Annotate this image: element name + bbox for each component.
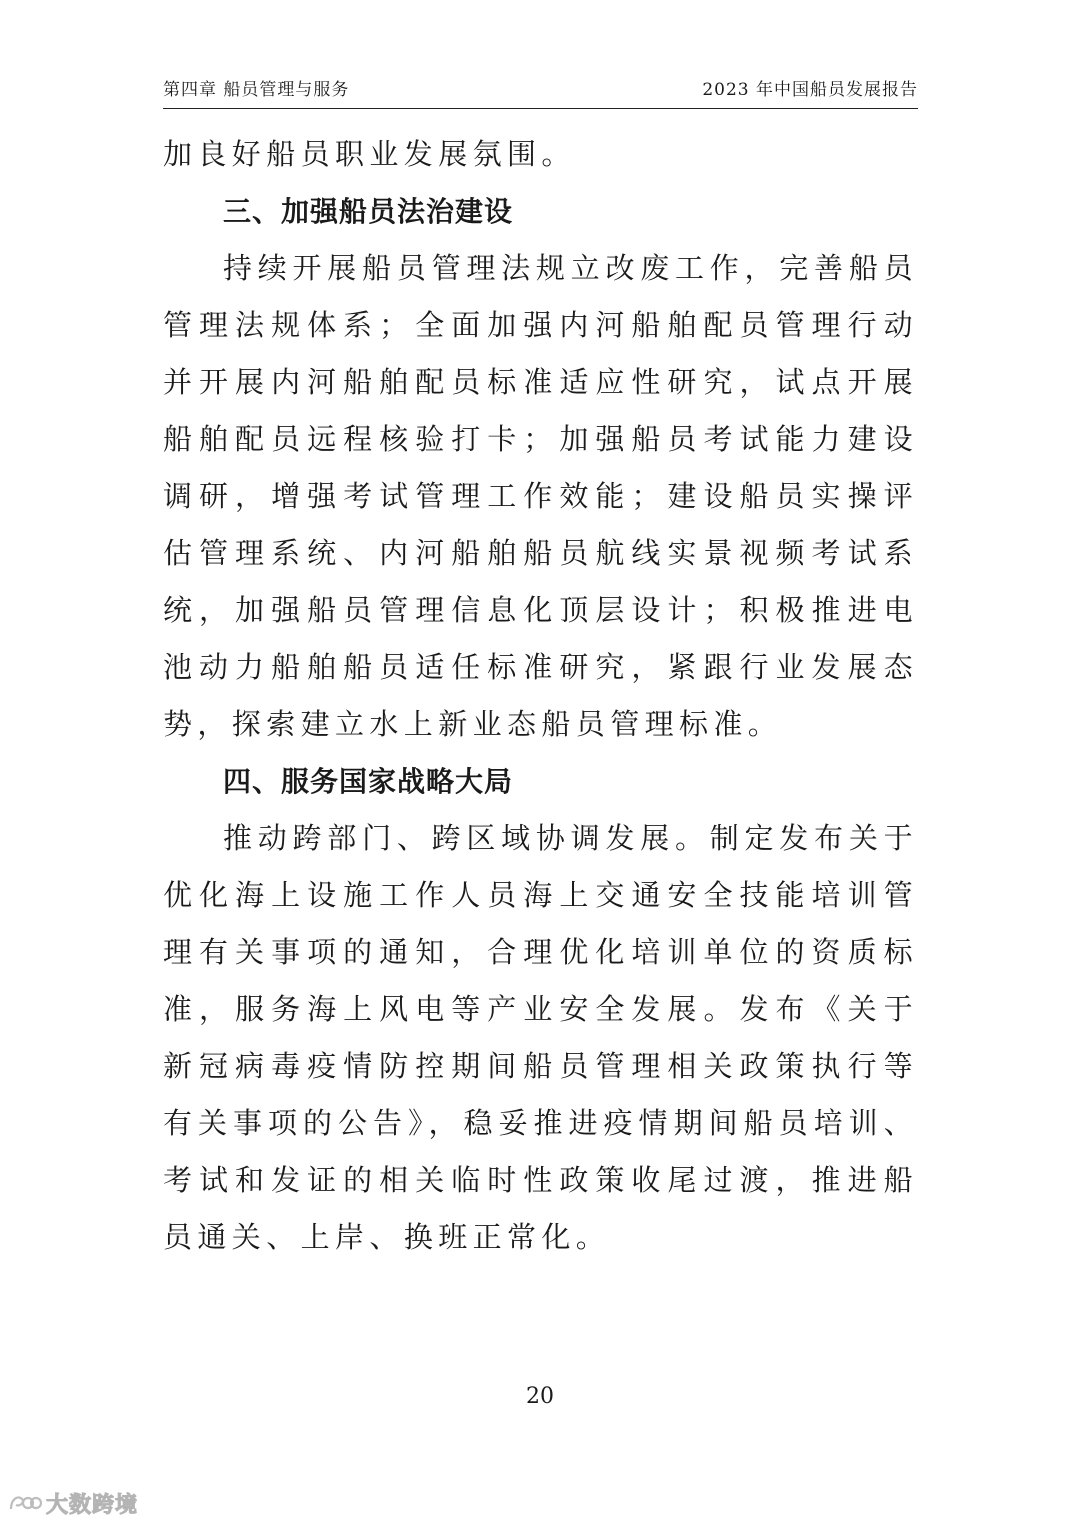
chapter-title: 第四章 船员管理与服务	[163, 80, 350, 100]
page-body	[163, 126, 918, 1266]
report-title: 2023 年中国船员发展报告	[702, 80, 918, 100]
section-heading-3: 三、加强船员法治建设	[223, 195, 514, 228]
watermark	[8, 1488, 138, 1518]
paragraph-national-strategy: 推动跨部门、跨区域协调发展。制定发布关于优化海上设施工作人员海上交通安全技能培训管理有关事项的通知，合理优化培训单位的资质标准，服务海上风电等产业安全发展。发布《关于新冠病毒疫情防控期间船员管理相关政策执行等有关事项的公告》，稳妥推进疫情期间船员培训、考试和发证的相关临时性政策收尾过渡，推进船员通关、上岸、换班正常化。	[163, 821, 918, 1254]
paragraph-continued: 加良好船员职业发展氛围。	[163, 137, 576, 171]
paragraph-legal-construction: 持续开展船员管理法规立改废工作，完善船员管理法规体系；全面加强内河船舶配员管理行动并开展内河船舶配员标准适应性研究，试点开展船舶配员远程核验打卡；加强船员考试能力建设调研，增强考试管理工作效能；建设船员实操评估管理系统、内河船舶船员航线实景视频考试系统，加强船员管理信息化顶层设计；积极推进电池动力船舶船员适任标准研究，紧跟行业发展态势，探索建立水上新业态船员管理标准。	[163, 251, 918, 741]
watermark-text: 大数跨境	[46, 1492, 139, 1518]
page-number: 20	[526, 1384, 554, 1409]
watermark-logo-icon	[8, 1491, 42, 1515]
section-heading-4: 四、服务国家战略大局	[223, 765, 514, 798]
page-header	[163, 78, 918, 109]
